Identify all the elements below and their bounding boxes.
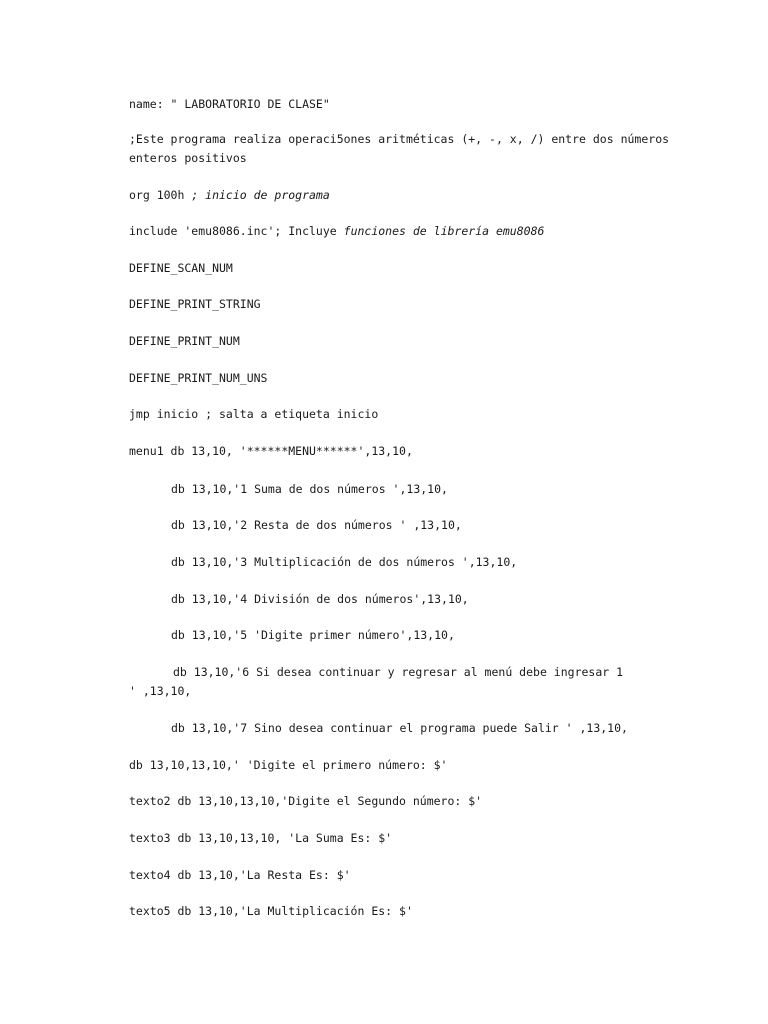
- define-scan-num-line: DEFINE_SCAN_NUM: [129, 261, 233, 275]
- define-print-num-line: DEFINE_PRINT_NUM: [129, 334, 240, 348]
- comment-line-1: ;Este programa realiza operaci5ones aritméticas (+, -, x, /) entre dos números: [129, 132, 670, 146]
- texto3-line: texto3 db 13,10,13,10, 'La Suma Es: $': [129, 831, 393, 845]
- menu-option-7-line: db 13,10,'7 Sino desea continuar el programa puede Salir ' ,13,10,: [171, 721, 628, 735]
- menu-option-4-line: db 13,10,'4 División de dos números',13,10,: [171, 592, 469, 606]
- texto2-line: texto2 db 13,10,13,10,'Digite el Segundo número: $': [129, 794, 483, 808]
- include-code: include 'emu8086.inc'; Incluye: [129, 224, 344, 238]
- menu-option-3-line: db 13,10,'3 Multiplicación de dos números ',13,10,: [171, 555, 518, 569]
- menu-option-5-line: db 13,10,'5 'Digite primer número',13,10,: [171, 628, 455, 642]
- texto4-line: texto4 db 13,10,'La Resta Es: $': [129, 868, 351, 882]
- menu-option-2-line: db 13,10,'2 Resta de dos números ' ,13,10,: [171, 518, 462, 532]
- define-print-string-line: DEFINE_PRINT_STRING: [129, 297, 261, 311]
- comment-line-2: enteros positivos: [129, 151, 247, 165]
- texto5-line: texto5 db 13,10,'La Multiplicación Es: $': [129, 904, 413, 918]
- menu-option-1-line: db 13,10,'1 Suma de dos números ',13,10,: [171, 482, 448, 496]
- org-line: [129, 186, 330, 204]
- jmp-line: jmp inicio ; salta a etiqueta inicio: [129, 407, 379, 421]
- include-comment: funciones de librería emu8086: [343, 224, 545, 238]
- menu-option-6-line: db 13,10,'6 Si desea continuar y regresar al menú debe ingresar 1: [173, 665, 624, 679]
- include-line: [129, 222, 544, 240]
- org-comment: ; inicio de programa: [191, 188, 330, 202]
- name-line: name: " LABORATORIO DE CLASE": [129, 97, 330, 111]
- define-print-num-uns-line: DEFINE_PRINT_NUM_UNS: [129, 371, 268, 385]
- menu1-line: menu1 db 13,10, '******MENU******',13,10,: [129, 444, 413, 458]
- org-code: org 100h: [129, 188, 192, 202]
- menu-option-6-continuation: ' ,13,10,: [129, 684, 192, 698]
- texto1-line: db 13,10,13,10,' 'Digite el primero número: $': [129, 758, 448, 772]
